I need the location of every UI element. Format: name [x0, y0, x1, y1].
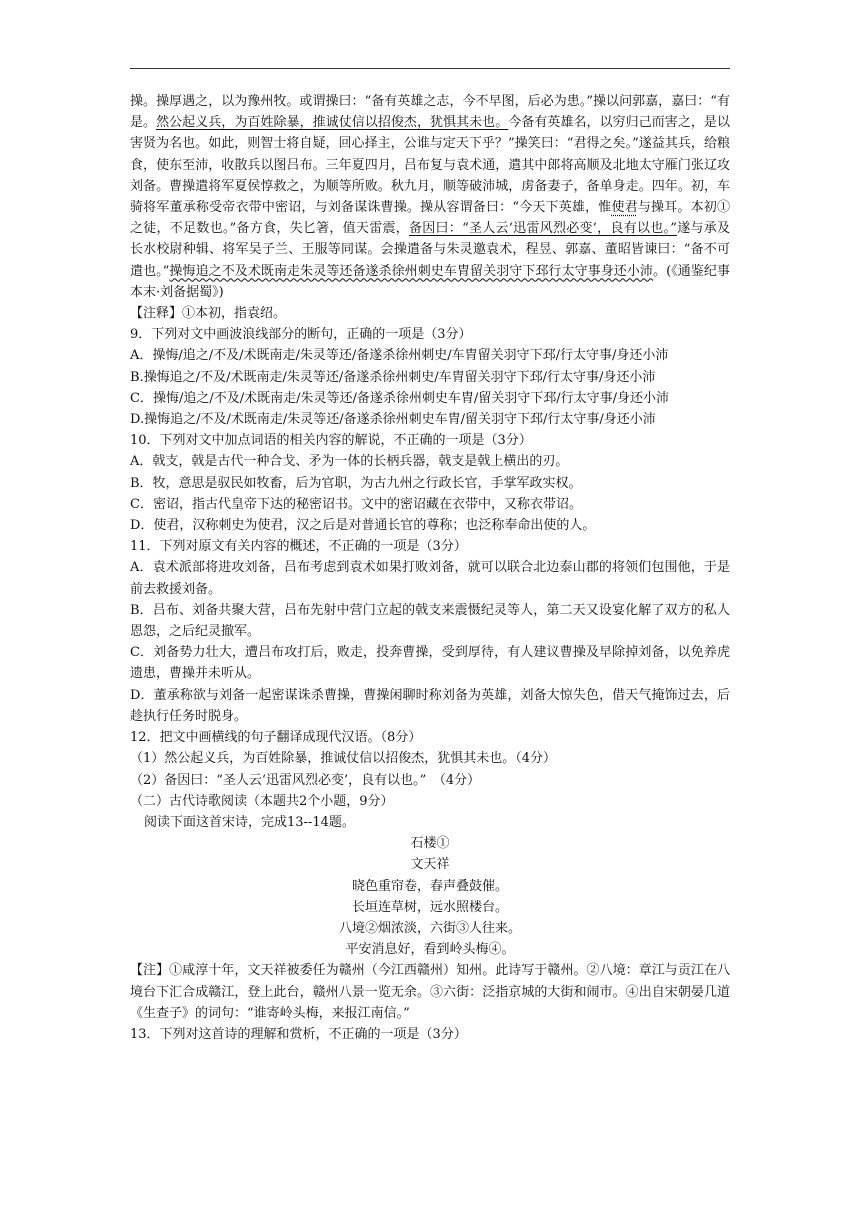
question-12-item-2: （2）备因曰：“圣人云‘迅雷风烈必变’，良有以也。” （4分）	[130, 772, 481, 788]
poem-note: 【注】①咸淳十年，文天祥被委任为赣州（今江西赣州）知州。此诗写于赣州。②八境：章江与贡江在八境台下汇合成赣江，登上此台，赣州八景一览无余。③六街：泛指京城的大街和闹市。④出自宋朝晏几道《生查子》的词句：“谁寄岭头梅，来报江南信。”	[130, 963, 730, 1021]
poem-line: 晓色重帘卷，春声叠鼓催。	[351, 878, 508, 894]
question-9-option-a: A．操悔/追之/不及/术既南走/朱灵等还/备遂杀徐州刺史/车胄留关羽守下邳/行太守事/身还小沛	[130, 348, 669, 364]
underlined-sentence-1: 然公起义兵，为百姓除暴，推诚仗信以招俊杰，犹惧其未也。	[156, 115, 509, 131]
question-12-item-1: （1）然公起义兵，为百姓除暴，推诚仗信以招俊杰，犹惧其未也。（4分）	[130, 751, 557, 767]
poem-line: 平安消息好，看到岭头梅④。	[345, 942, 515, 958]
poem-line: 八境②烟浓淡，六街③人往来。	[338, 920, 521, 936]
question-12-stem: 12．把文中画横线的句子翻译成现代汉语。（8分）	[130, 730, 422, 746]
question-10-option-d: D．使君，汉称刺史为使君，汉之后是对普通长官的尊称；也泛称奉命出使的人。	[130, 518, 596, 534]
question-10-option-c: C．密诏，指古代皇帝下达的秘密诏书。文中的密诏藏在衣带中，又称衣带诏。	[130, 496, 582, 512]
question-13-stem: 13．下列对这首诗的理解和赏析，不正确的一项是（3分）	[130, 1026, 467, 1042]
question-11-option-a: A．袁术派部将进攻刘备，吕布考虑到袁术如果打败刘备，就可以联合北边泰山郡的将领们包围他，于是前去救援刘备。	[130, 560, 730, 597]
passage-text: 操。操厚遇之，以为豫州牧。或谓操曰：“备有英雄之志，今不早图，后必为患。”操以问郭嘉，嘉曰：“有是。	[130, 94, 730, 131]
underlined-sentence-2: 备因曰：“圣人云‘迅雷风烈必变’，良有以也。”	[409, 221, 677, 237]
passage-text: 遂与承及长水校尉种辑、将军吴子兰、王服等同谋。会操遣备与朱灵邀袁术，程昱、郭嘉、董昭皆谏曰：“备不可遣也。”	[130, 221, 730, 279]
wavy-underlined-passage: 操悔追之不及术既南走朱灵等还备遂杀徐州刺史车胄留关羽守下邳行太守事身还小沛	[169, 263, 653, 279]
question-9-stem: 9．下列对文中画波浪线部分的断句，正确的一项是（3分）	[130, 327, 472, 343]
passage-source: 。(《通鉴纪事本末·刘备据蜀》)	[130, 263, 730, 300]
passage-paragraph	[130, 91, 730, 303]
poem-title: 石楼①	[410, 836, 450, 852]
document-body	[130, 91, 730, 1045]
section-heading: （二）古代诗歌阅读（本题共2个小题，9分）	[130, 793, 394, 809]
question-11-option-c: C．刘备势力壮大，遭吕布攻打后，败走，投奔曹操，受到厚待，有人建议曹操及早除掉刘备，以免养虎遗患，曹操并未听从。	[130, 645, 730, 682]
question-11-option-b: B．吕布、刘备共聚大营，吕布先射中营门立起的戟支来震慑纪灵等人，第二天又设宴化解了双方的私人恩怨，之后纪灵撤军。	[130, 602, 730, 640]
question-9-option-d: D.操悔追之/不及/术既南走/朱灵等还/备遂杀徐州刺史车胄/留关羽守下邳/行太守事/身还小沛	[130, 412, 656, 428]
question-9-option-b: B.操悔追之/不及/术既南走/朱灵等还/备遂杀徐州刺史/车胄留关羽守下邳/行太守事/身还小沛	[130, 369, 656, 385]
question-9-option-c: C．操悔/追之/不及/术既南走/朱灵等还/备遂杀徐州刺史车胄/留关羽守下邳/行太守事/身还小沛	[130, 390, 669, 406]
question-11-stem: 11．下列对原文有关内容的概述，不正确的一项是（3分）	[130, 539, 467, 555]
poem-author: 文天祥	[410, 857, 450, 873]
dotted-term: 使君	[611, 200, 638, 216]
question-10-stem: 10．下列对文中加点词语的相关内容的解说，不正确的一项是（3分）	[130, 433, 532, 449]
reading-instruction: 阅读下面这首宋诗，完成13--14题。	[144, 814, 355, 830]
question-10-option-b: B．牧，意思是驭民如牧畜，后为官职，为古九州之行政长官，手掌军政实权。	[130, 475, 582, 491]
passage-text: 今备有英雄名，以穷归己而害之，是以害贤为名也。如此，则智士将自疑，回心择主，公谁与定天下乎？”操笑曰：“君得之矣。”遂益其兵，给粮食，使东至沛，收散兵以图吕布。三年夏四月，吕布复与袁术通，遣其中郎将高顺及北地太守雁门张辽攻刘备。曹操遣将军夏侯惇救之，为顺等所败。秋九月，顺等破沛城，虏备妻子，备单身走。四年。初，车骑将军董承称受帝衣带中密诏，与刘备谋诛曹操。操从容谓备曰：“今天下英雄，惟	[130, 115, 730, 216]
header-rule	[130, 68, 730, 69]
poem-line: 长垣连草树，远水照楼台。	[351, 899, 508, 915]
question-10-option-a: A．戟支，戟是古代一种合戈、矛为一体的长柄兵器，戟支是戟上横出的刃。	[130, 454, 569, 470]
question-11-option-d: D．董承称欲与刘备一起密谋诛杀曹操，曹操闲聊时称刘备为英雄，刘备大惊失色，借天气掩饰过去，后趁执行任务时脱身。	[130, 687, 730, 724]
passage-text: 与操耳。本初①之徒，不足数也。”备方食，失匕箸，值天雷震，	[130, 200, 730, 237]
annotation-note: 【注释】①本初，指袁绍。	[130, 306, 287, 322]
